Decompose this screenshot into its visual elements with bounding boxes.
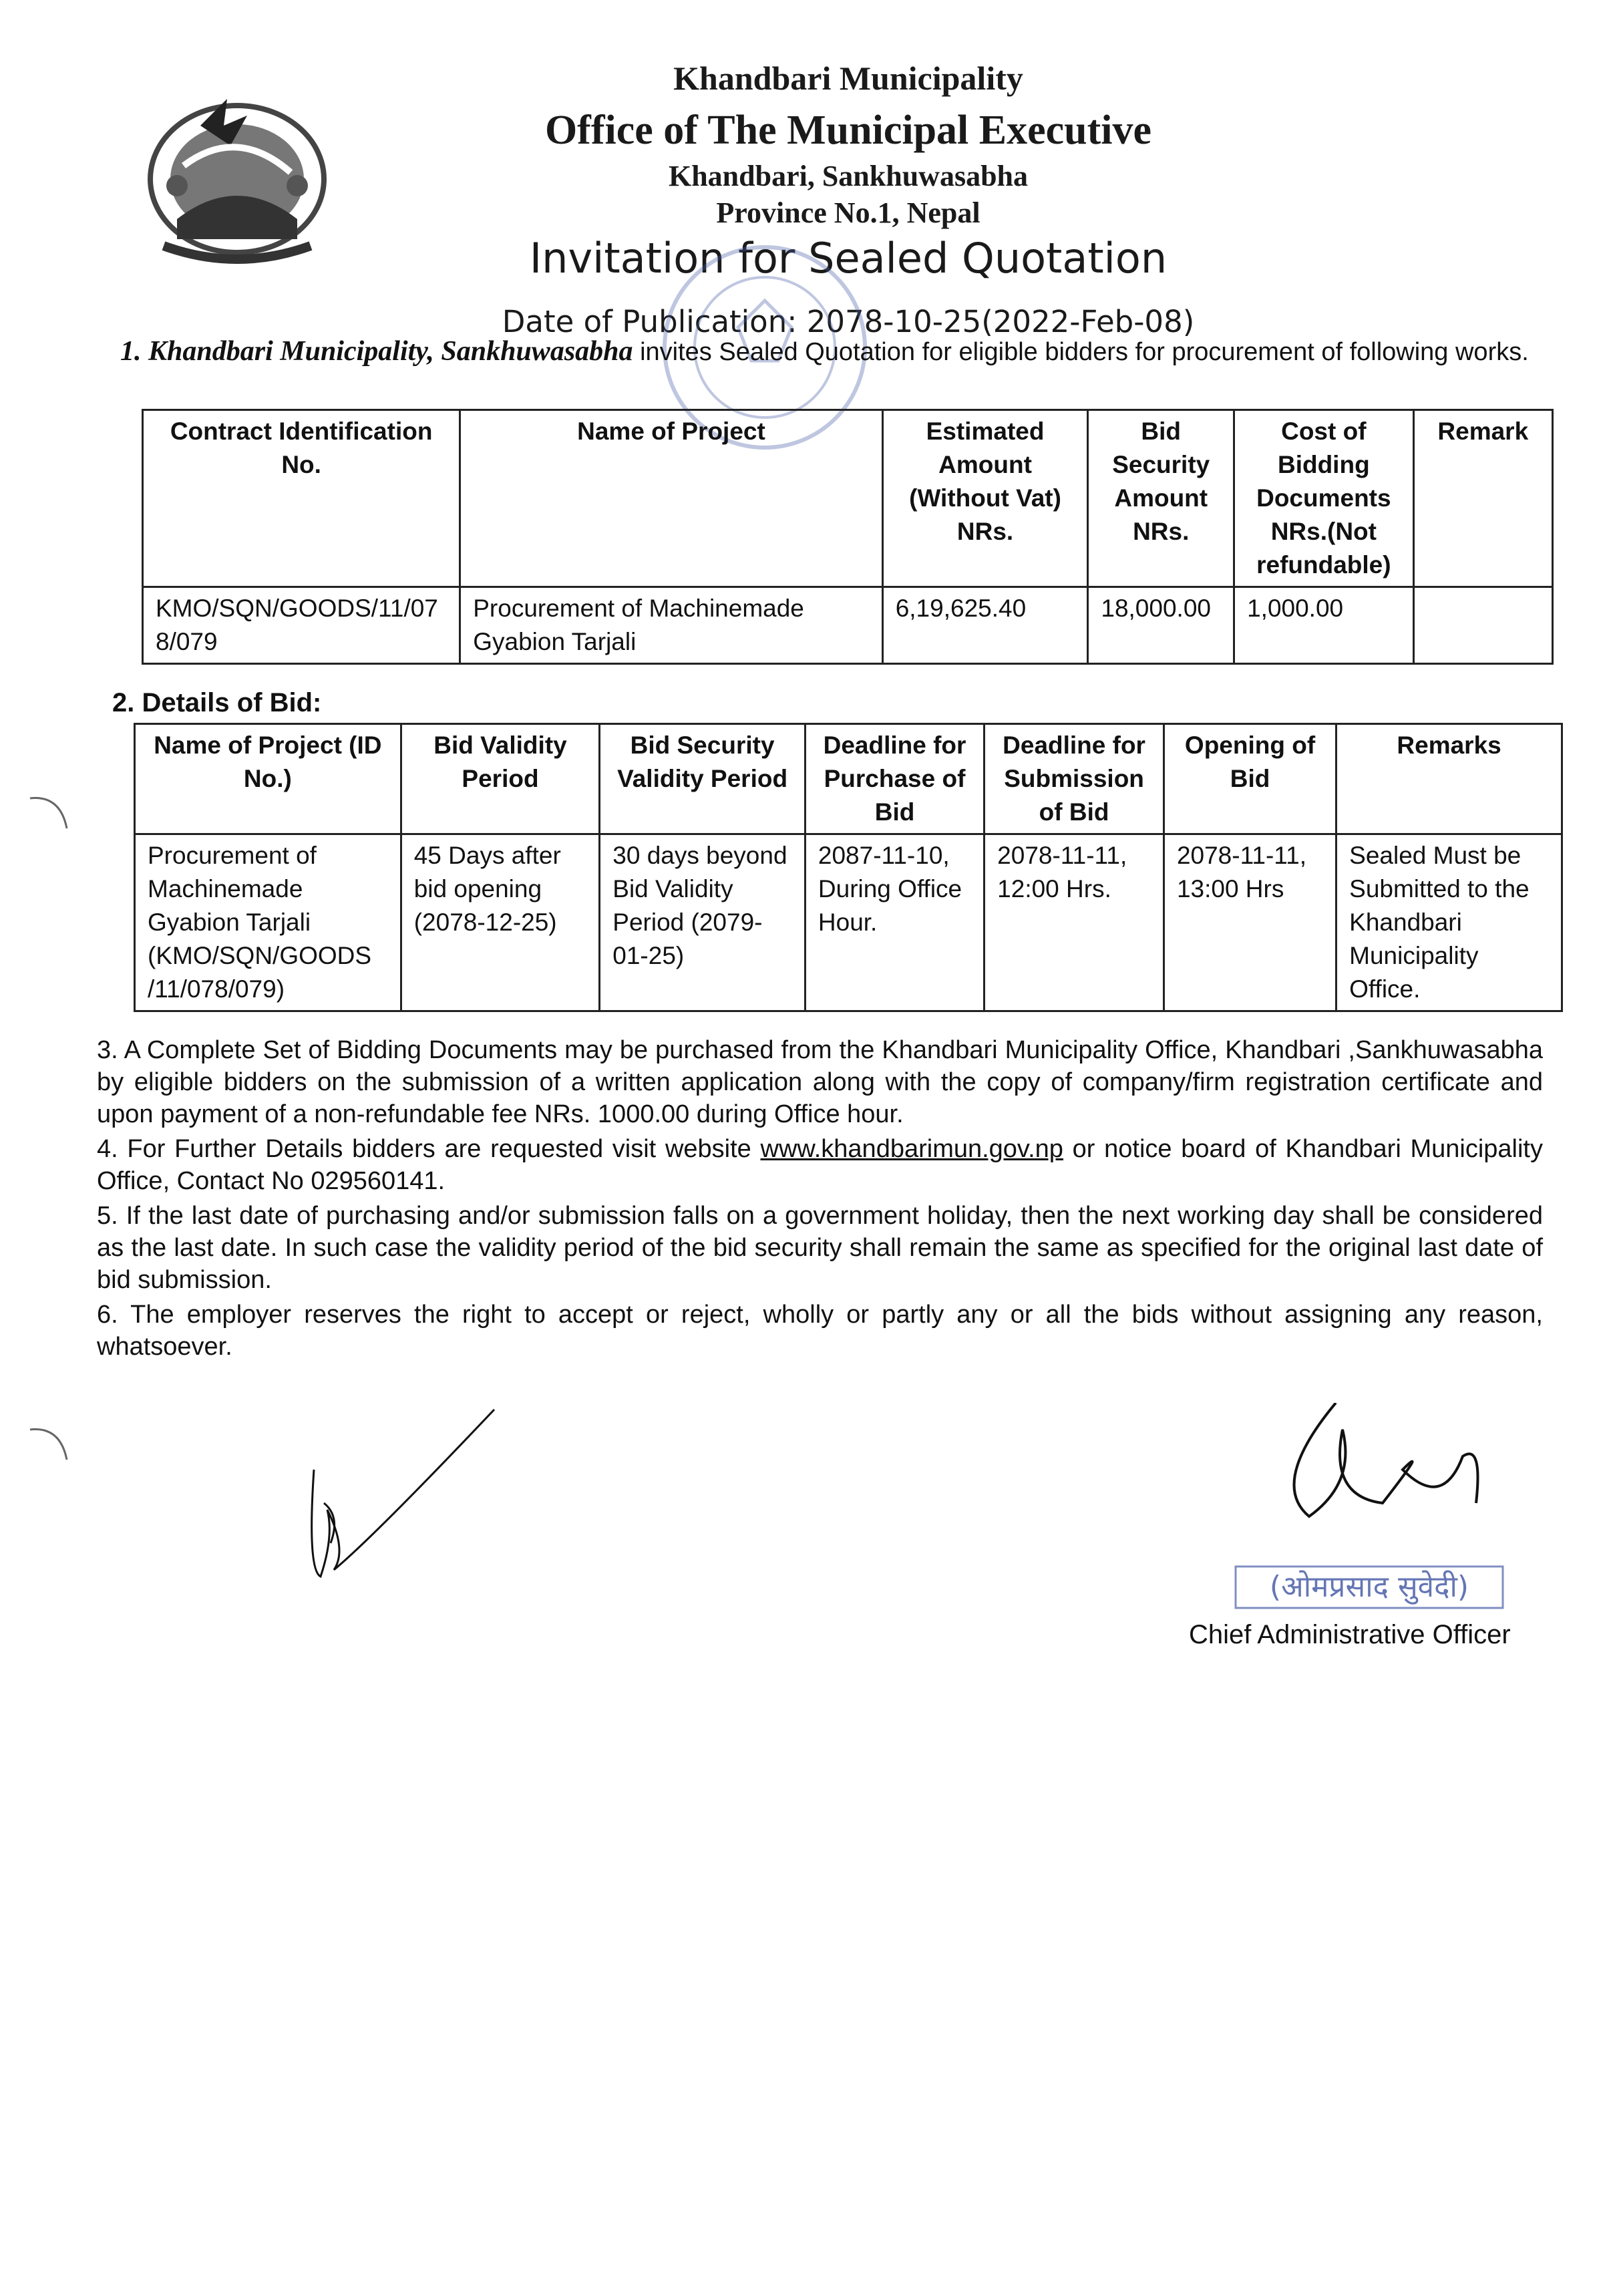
- header-remark: Remark: [1413, 410, 1552, 587]
- header-estimate: Estimated Amount (Without Vat) NRs.: [882, 410, 1088, 587]
- notice-points: [97, 1034, 1543, 1365]
- cell-contract-id: KMO/SQN/GOODS/11/078/079: [143, 587, 460, 664]
- officer-title: Chief Administrative Officer: [1189, 1620, 1511, 1649]
- signature-right-icon: [1229, 1403, 1523, 1617]
- point-4: [97, 1133, 1543, 1197]
- point-3: 3. A Complete Set of Bidding Documents may be purchased from the Khandbari Municipality Office, Khandbari ,Sankhuwasabha by eligible bidders on the submission of a written application along with the copy of company/firm registration certificate and upon payment of a non-refundable fee NRs. 1000.00 during Office hour.: [97, 1036, 1543, 1128]
- header-remarks: Remarks: [1336, 724, 1562, 834]
- header-project: Name of Project: [460, 410, 882, 587]
- contract-table: [142, 409, 1554, 665]
- point-6: 6. The employer reserves the right to accept or reject, wholly or partly any or all the bids without assigning any reason, whatsoever.: [97, 1301, 1543, 1361]
- office-name: Office of The Municipal Executive: [544, 108, 1152, 153]
- section-2-title: 2. Details of Bid:: [112, 688, 322, 717]
- cell-security-validity: 30 days beyond Bid Validity Period (2079-01-25): [600, 834, 806, 1011]
- header-security-validity: Bid Security Validity Period: [600, 724, 806, 834]
- header-cost: Cost of Bidding Documents NRs.(Not refundable): [1234, 410, 1413, 587]
- intro-text: invites Sealed Quotation for eligible bidders for procurement of following works.: [633, 338, 1529, 366]
- cell-estimate: 6,19,625.40: [882, 587, 1088, 664]
- province: Province No.1, Nepal: [716, 196, 980, 229]
- cell-remarks: Sealed Must be Submitted to the Khandbari Municipality Office.: [1336, 834, 1562, 1011]
- header-project: Name of Project (ID No.): [135, 724, 401, 834]
- cell-project: Procurement of Machinemade Gyabion Tarjali: [460, 587, 882, 664]
- header-bid-security: Bid Security Amount NRs.: [1088, 410, 1234, 587]
- point-5: 5. If the last date of purchasing and/or submission falls on a government holiday, then the next working day shall be considered as the last date. In such case the validity period of the bid security shall remain the same as specified for the original last date of bid submission.: [97, 1202, 1543, 1294]
- table-header-row: [135, 724, 1562, 834]
- cell-bid-security: 18,000.00: [1088, 587, 1234, 664]
- bid-details-table: [134, 723, 1563, 1012]
- header-deadline-submission: Deadline for Submission of Bid: [985, 724, 1164, 834]
- cell-cost: 1,000.00: [1234, 587, 1413, 664]
- header-deadline-purchase: Deadline for Purchase of Bid: [805, 724, 984, 834]
- margin-mark-icon: [27, 792, 73, 832]
- cell-deadline-submission: 2078-11-11, 12:00 Hrs.: [985, 834, 1164, 1011]
- margin-mark-icon: [27, 1423, 73, 1463]
- signature-left-icon: [294, 1403, 508, 1597]
- office-address: Khandbari, Sankhuwasabha: [668, 160, 1029, 192]
- svg-text:(ओमप्रसाद सुवेदी): (ओमप्रसाद सुवेदी): [1269, 1570, 1469, 1604]
- publication-date: Date of Publication: 2078-10-25(2022-Feb-08): [502, 304, 1195, 339]
- intro-lead: 1. Khandbari Municipality, Sankhuwasabha: [120, 336, 633, 367]
- cell-project: Procurement of Machinemade Gyabion Tarjali (KMO/SQN/GOODS /11/078/079): [135, 834, 401, 1011]
- nepal-emblem-icon: [137, 86, 337, 266]
- cell-opening: 2078-11-11, 13:00 Hrs: [1164, 834, 1336, 1011]
- header-validity: Bid Validity Period: [401, 724, 600, 834]
- website-link[interactable]: www.khandbarimun.gov.np: [760, 1135, 1063, 1163]
- header-contract-id: Contract Identification No.: [143, 410, 460, 587]
- table-row: [135, 834, 1562, 1011]
- municipality-name: Khandbari Municipality: [673, 59, 1023, 97]
- cell-deadline-purchase: 2087-11-10, During Office Hour.: [805, 834, 984, 1011]
- page-title: Invitation for Sealed Quotation: [529, 234, 1168, 283]
- cell-validity: 45 Days after bid opening (2078-12-25): [401, 834, 600, 1011]
- table-row: [143, 587, 1553, 664]
- point-4-rest: or notice board of Khandbari Municipality Office, Contact No 029560141.: [97, 1135, 1543, 1195]
- point-4-text: 4. For Further Details bidders are requested visit website: [97, 1135, 761, 1163]
- header-opening: Opening of Bid: [1164, 724, 1336, 834]
- table-header-row: [143, 410, 1553, 587]
- intro-paragraph: [120, 334, 1566, 369]
- cell-remark: [1413, 587, 1552, 664]
